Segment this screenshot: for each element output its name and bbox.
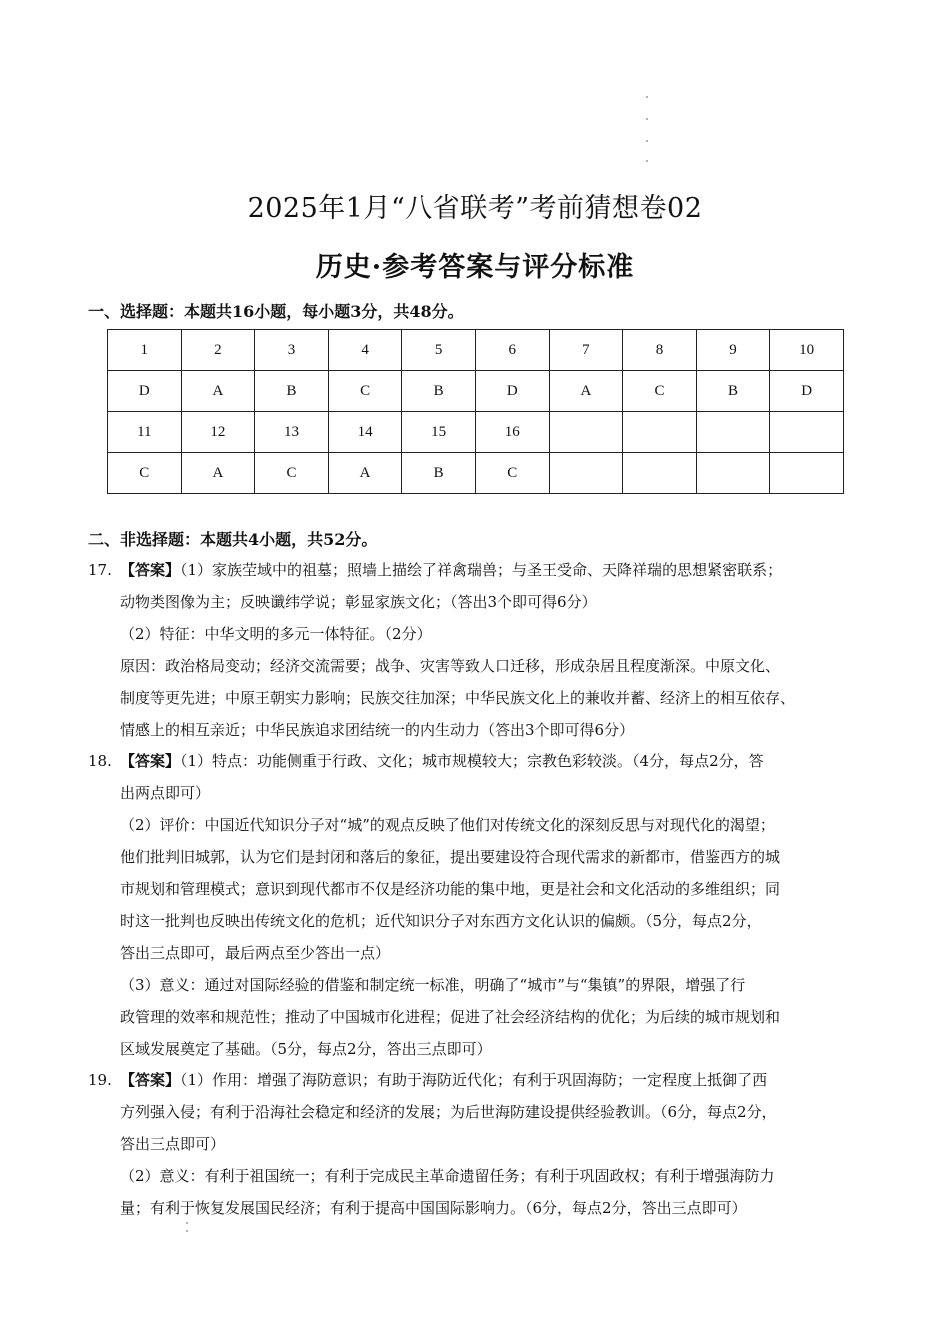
table-cell bbox=[696, 453, 770, 494]
table-cell: 2 bbox=[181, 330, 255, 371]
table-cell: A bbox=[328, 453, 402, 494]
table-cell: 1 bbox=[108, 330, 182, 371]
question-number: 17. bbox=[88, 561, 112, 579]
table-row bbox=[108, 371, 844, 412]
answer-text: 出两点即可） bbox=[120, 784, 211, 802]
q19-line bbox=[88, 1070, 767, 1090]
section2-heading: 二、非选择题：本题共4小题，共52分。 bbox=[88, 530, 378, 549]
table-cell: 3 bbox=[255, 330, 329, 371]
answer-tag: 【答案】 bbox=[120, 561, 181, 579]
table-cell bbox=[696, 412, 770, 453]
table-cell: 14 bbox=[328, 412, 402, 453]
answer-tag: 【答案】 bbox=[120, 1071, 181, 1089]
answer-text: 情感上的相互亲近；中华民族追求团结统一的内生动力（答出3个即可得6分） bbox=[120, 721, 635, 739]
answer-text: 时这一批判也反映出传统文化的危机；近代知识分子对东西方文化认识的偏颇。（5分，每点2分， bbox=[120, 912, 762, 930]
table-cell: D bbox=[475, 371, 549, 412]
table-cell: 10 bbox=[770, 330, 844, 371]
exam-title: 2025年1月“八省联考”考前猜想卷02 bbox=[247, 193, 703, 224]
table-cell: 11 bbox=[108, 412, 182, 453]
table-cell bbox=[549, 453, 623, 494]
table-cell: 4 bbox=[328, 330, 402, 371]
table-cell: B bbox=[402, 371, 476, 412]
table-cell: 16 bbox=[475, 412, 549, 453]
table-cell bbox=[770, 412, 844, 453]
answer-table bbox=[107, 329, 844, 494]
q17-line bbox=[88, 560, 782, 580]
answer-text: （2）评价：中国近代知识分子对“城”的观点反映了他们对传统文化的深刻反思与对现代化的渴望； bbox=[120, 816, 775, 834]
table-cell: 5 bbox=[402, 330, 476, 371]
answer-text: 市规划和管理模式；意识到现代都市不仅是经济功能的集中地，更是社会和文化活动的多维组织；同 bbox=[120, 880, 781, 898]
table-row bbox=[108, 330, 844, 371]
table-row bbox=[108, 412, 844, 453]
table-row bbox=[108, 453, 844, 494]
table-cell bbox=[549, 412, 623, 453]
answer-text: 原因：政治格局变动；经济交流需要；战争、灾害等致人口迁移，形成杂居且程度渐深。中原文化、 bbox=[120, 657, 781, 675]
q18-line bbox=[88, 751, 764, 771]
table-cell bbox=[623, 412, 697, 453]
answer-text: 方列强入侵；有利于沿海社会稳定和经济的发展；为后世海防建设提供经验教训。（6分，每点2分， bbox=[120, 1103, 777, 1121]
answer-text: （1）特点：功能侧重于行政、文化；城市规模较大；宗教色彩较淡。（4分，每点2分，答 bbox=[180, 752, 764, 770]
table-cell: B bbox=[255, 371, 329, 412]
answer-text: 动物类图像为主；反映谶纬学说；彰显家族文化；（答出3个即可得6分） bbox=[120, 593, 597, 611]
table-cell: 15 bbox=[402, 412, 476, 453]
table-cell: C bbox=[328, 371, 402, 412]
table-cell: 12 bbox=[181, 412, 255, 453]
table-cell bbox=[770, 453, 844, 494]
answer-text: 量；有利于恢复发展国民经济；有利于提高中国国际影响力。（6分，每点2分，答出三点即可） bbox=[120, 1199, 747, 1217]
table-cell: B bbox=[402, 453, 476, 494]
question-number: 18. bbox=[88, 752, 112, 770]
table-cell: 8 bbox=[623, 330, 697, 371]
answer-tag: 【答案】 bbox=[120, 752, 181, 770]
answer-text: （2）特征：中华文明的多元一体特征。（2分） bbox=[120, 625, 432, 643]
table-cell: D bbox=[108, 371, 182, 412]
answer-text: 制度等更先进；中原王朝实力影响；民族交往加深；中华民族文化上的兼收并蓄、经济上的相互依存、 bbox=[120, 689, 796, 707]
table-cell: C bbox=[623, 371, 697, 412]
exam-subtitle: 历史·参考答案与评分标准 bbox=[315, 252, 635, 283]
table-cell: 6 bbox=[475, 330, 549, 371]
question-number: 19. bbox=[88, 1071, 112, 1089]
answer-text: （3）意义：通过对国际经验的借鉴和制定统一标准，明确了“城市”与“集镇”的界限，增强了行 bbox=[120, 976, 746, 994]
answer-text: 区域发展奠定了基础。（5分，每点2分，答出三点即可） bbox=[120, 1040, 492, 1058]
answer-text: 他们批判旧城郭，认为它们是封闭和落后的象征，提出要建设符合现代需求的新都市，借鉴西方的城 bbox=[120, 848, 781, 866]
answer-text: 答出三点即可，最后两点至少答出一点） bbox=[120, 944, 391, 962]
answer-text: （2）意义：有利于祖国统一；有利于完成民主革命遗留任务；有利于巩固政权；有利于增强海防力 bbox=[120, 1167, 775, 1185]
table-cell: 13 bbox=[255, 412, 329, 453]
table-cell: A bbox=[181, 453, 255, 494]
table-cell: C bbox=[108, 453, 182, 494]
table-cell: C bbox=[475, 453, 549, 494]
table-cell: C bbox=[255, 453, 329, 494]
section1-heading: 一、选择题：本题共16小题，每小题3分，共48分。 bbox=[88, 302, 464, 321]
table-cell: 9 bbox=[696, 330, 770, 371]
table-cell: 7 bbox=[549, 330, 623, 371]
table-cell: A bbox=[181, 371, 255, 412]
answer-text: （1）家族茔域中的祖墓；照墙上描绘了祥禽瑞兽；与圣王受命、天降祥瑞的思想紧密联系； bbox=[180, 561, 783, 579]
answer-text: 答出三点即可） bbox=[120, 1135, 226, 1153]
answer-text: （1）作用：增强了海防意识；有助于海防近代化；有利于巩固海防；一定程度上抵御了西 bbox=[180, 1071, 768, 1089]
decorative-dots bbox=[186, 1222, 190, 1234]
table-cell bbox=[623, 453, 697, 494]
table-cell: D bbox=[770, 371, 844, 412]
decorative-dots bbox=[646, 96, 650, 166]
table-cell: B bbox=[696, 371, 770, 412]
table-cell: A bbox=[549, 371, 623, 412]
answer-text: 政管理的效率和规范性；推动了中国城市化进程；促进了社会经济结构的优化；为后续的城市规划和 bbox=[120, 1008, 781, 1026]
